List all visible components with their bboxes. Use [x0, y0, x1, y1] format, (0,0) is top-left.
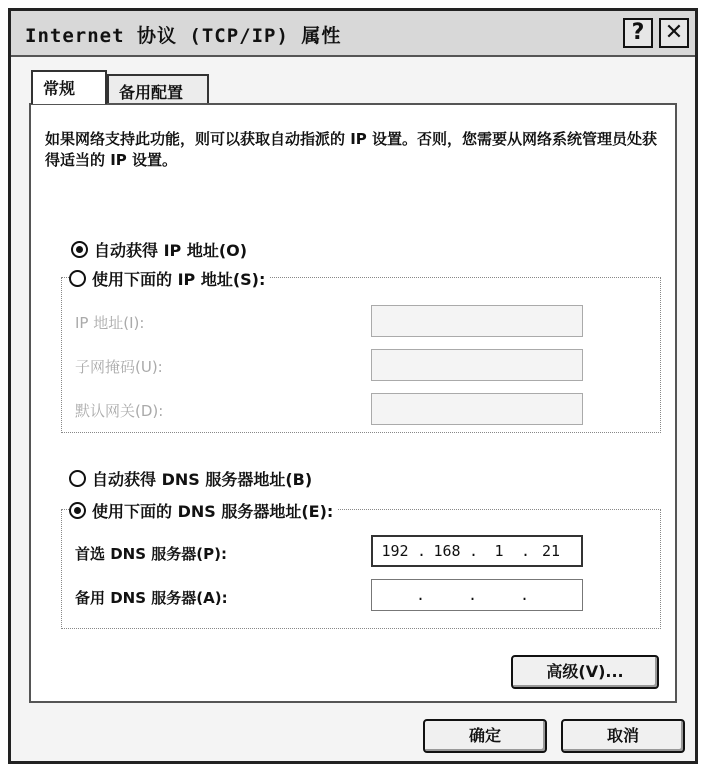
octet-separator: .	[416, 586, 426, 604]
dns-server-group	[61, 509, 661, 629]
preferred-dns-octet-2: 168	[433, 542, 461, 560]
close-button[interactable]: ✕	[659, 18, 689, 48]
description-text: 如果网络支持此功能，则可以获取自动指派的 IP 设置。否则，您需要从网络系统管理员处获得适当的 IP 设置。	[45, 130, 658, 169]
ip-address-label: IP 地址(I):	[75, 314, 145, 332]
radio-selected-icon	[71, 241, 88, 258]
ok-button[interactable]: 确定	[423, 719, 547, 753]
preferred-dns-octet-1: 192	[381, 542, 409, 560]
octet-separator: .	[468, 586, 478, 604]
window-title: Internet 协议 (TCP/IP) 属性	[25, 25, 342, 47]
help-button[interactable]: ?	[623, 18, 653, 48]
subnet-mask-label: 子网掩码(U):	[75, 358, 163, 376]
radio-unselected-icon	[69, 470, 86, 487]
alternate-dns-label: 备用 DNS 服务器(A):	[75, 589, 228, 607]
auto-ip-label: 自动获得 IP 地址(O)	[94, 241, 248, 260]
radio-selected-icon	[69, 502, 86, 519]
advanced-button[interactable]: 高级(V)...	[511, 655, 659, 689]
radio-unselected-icon	[69, 270, 86, 287]
preferred-dns-input[interactable]	[371, 535, 583, 567]
preferred-dns-octet-3: 1	[494, 542, 504, 560]
manual-dns-radio[interactable]	[69, 499, 337, 522]
preferred-dns-label: 首选 DNS 服务器(P):	[75, 545, 227, 563]
ip-address-input	[371, 305, 583, 337]
alternate-dns-input[interactable]	[371, 579, 583, 611]
title-bar	[11, 11, 695, 57]
tab-general[interactable]: 常规	[31, 70, 107, 104]
default-gateway-input	[371, 393, 583, 425]
octet-separator: .	[417, 542, 427, 560]
auto-dns-label: 自动获得 DNS 服务器地址(B)	[92, 470, 313, 489]
subnet-mask-input	[371, 349, 583, 381]
octet-separator: .	[520, 586, 530, 604]
tab-alternate-configuration[interactable]: 备用配置	[107, 74, 209, 104]
manual-ip-label: 使用下面的 IP 地址(S):	[92, 270, 266, 289]
octet-separator: .	[521, 542, 531, 560]
manual-dns-label: 使用下面的 DNS 服务器地址(E):	[92, 502, 334, 521]
octet-separator: .	[469, 542, 479, 560]
manual-ip-radio[interactable]	[69, 267, 269, 290]
cancel-button[interactable]: 取消	[561, 719, 685, 753]
tcpip-properties-dialog	[8, 8, 698, 764]
general-tab-panel	[29, 103, 677, 703]
default-gateway-label: 默认网关(D):	[75, 402, 164, 420]
auto-dns-radio[interactable]	[69, 467, 312, 490]
auto-ip-radio[interactable]	[71, 238, 247, 261]
preferred-dns-octet-4: 21	[541, 542, 561, 560]
